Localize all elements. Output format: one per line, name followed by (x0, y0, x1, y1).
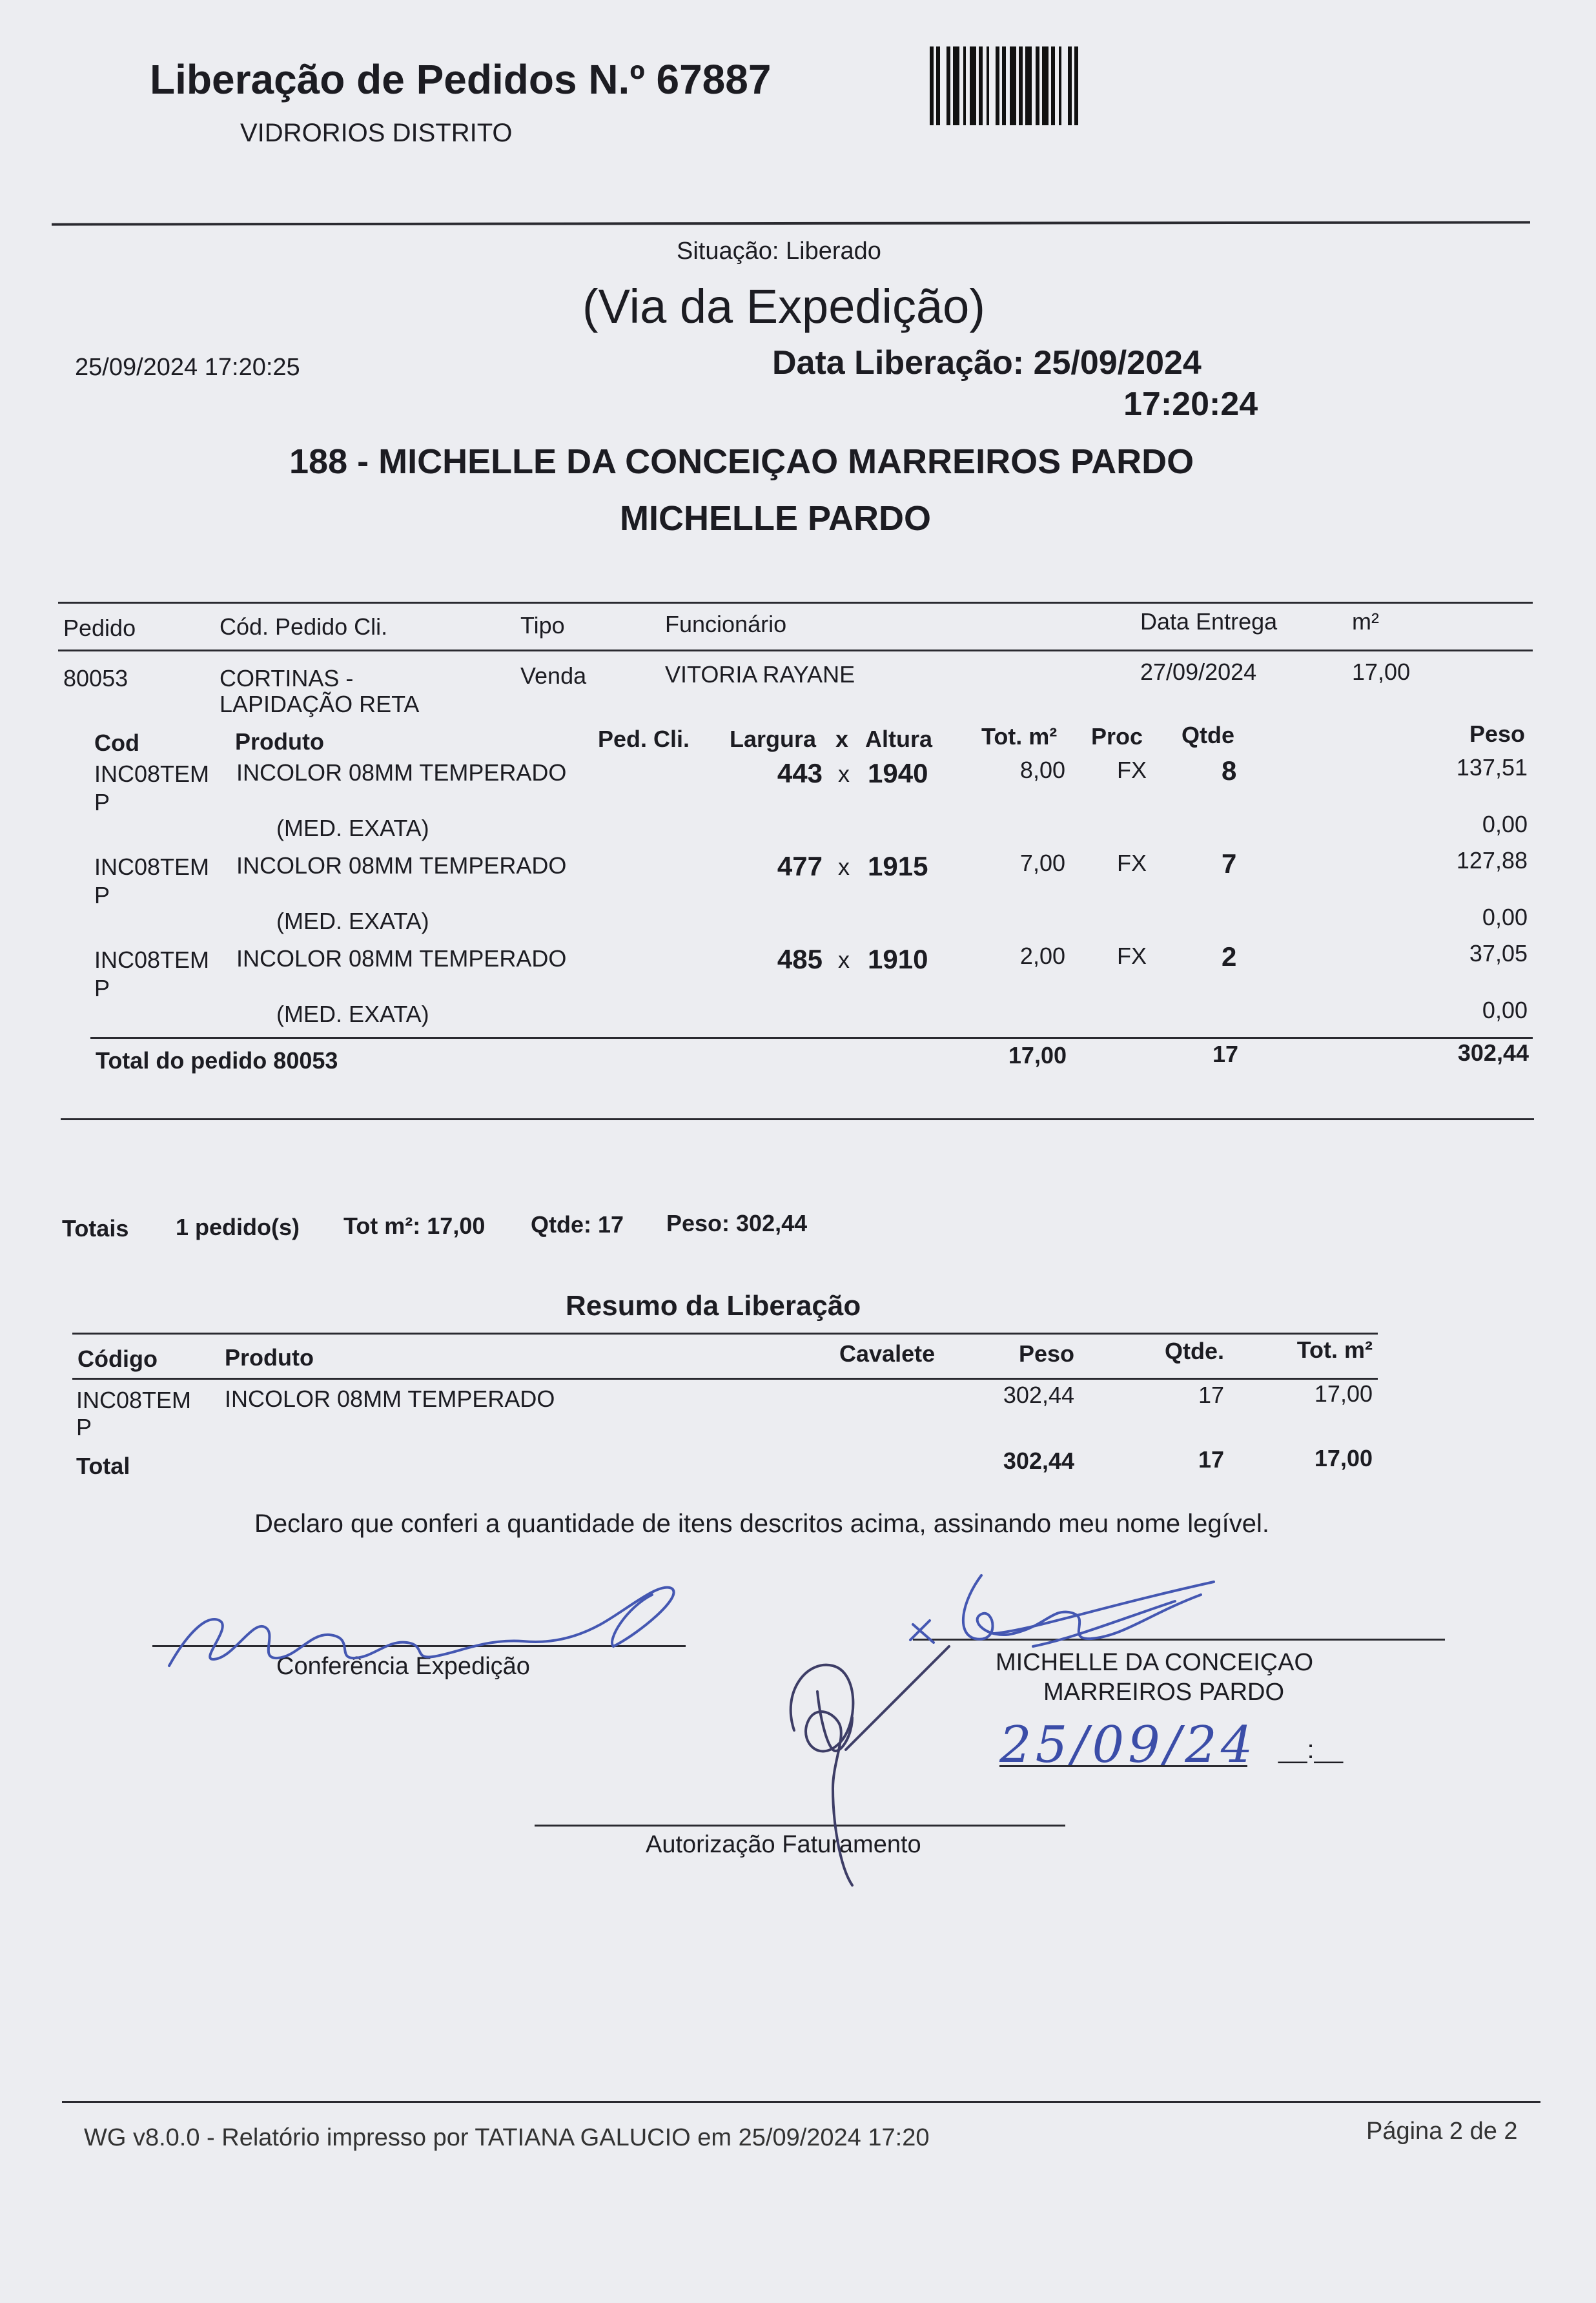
summary-col-tot-m2: Tot. m² (1296, 1336, 1373, 1363)
col-pedido: Pedido (63, 615, 136, 641)
col-data-entrega: Data Entrega (1140, 608, 1278, 635)
item-peso: 127,88 (1456, 847, 1528, 874)
barcode-bar (1074, 46, 1078, 125)
order-total-qtde: 17 (1212, 1041, 1239, 1067)
barcode-bar (970, 46, 976, 125)
order-total-line (90, 1037, 1533, 1039)
handwritten-date: 25/09/24 (999, 1716, 1257, 1774)
item-col-altura: Altura (865, 726, 933, 752)
status-text: Situação: Liberado (677, 238, 881, 265)
totals-pedidos: 1 pedido(s) (176, 1214, 300, 1240)
summary-top-line (72, 1333, 1378, 1335)
item-col-ped-cli: Ped. Cli. (598, 726, 690, 752)
item-x: x (838, 761, 850, 787)
col-tipo: Tipo (520, 612, 565, 639)
item-peso-note: 0,00 (1482, 811, 1528, 837)
col-cod-pedido-cli: Cód. Pedido Cli. (220, 613, 388, 640)
summary-total-label: Total (76, 1453, 130, 1479)
client-name: 188 - MICHELLE DA CONCEIÇAO MARREIROS PARDO (289, 442, 1194, 481)
signature-label-conferencia: Conferência Expedição (276, 1653, 530, 1680)
footer-page-number: Página 2 de 2 (1366, 2118, 1518, 2145)
document-title: Liberação de Pedidos N.º 67887 (150, 56, 772, 103)
summary-tot-m2: 17,00 (1314, 1380, 1373, 1407)
item-col-proc: Proc (1091, 723, 1143, 750)
summary-codigo: INC08TEM (76, 1387, 192, 1413)
declaration-text: Declaro que conferi a quantidade de itens descritos acima, assinando meu nome legível. (254, 1510, 1270, 1538)
item-largura: 477 (777, 851, 823, 881)
company-name: VIDRORIOS DISTRITO (240, 119, 513, 147)
summary-col-qtde: Qtde. (1164, 1338, 1224, 1364)
item-cod-line2: P (94, 789, 110, 815)
item-largura: 485 (777, 944, 823, 974)
item-peso: 37,05 (1469, 940, 1528, 967)
totals-qtde: Qtde: 17 (531, 1211, 624, 1238)
totals-label: Totais (62, 1215, 129, 1242)
header-divider (52, 221, 1530, 225)
order-cod-pedido-cli-line2: LAPIDAÇÃO RETA (220, 691, 420, 717)
totals-peso: Peso: 302,44 (666, 1210, 808, 1236)
order-table-top-line (58, 602, 1533, 604)
item-x: x (838, 854, 850, 880)
item-note: (MED. EXATA) (276, 1001, 429, 1027)
signature-client-name-line2: MARREIROS PARDO (1043, 1679, 1285, 1706)
item-col-x: x (835, 726, 849, 752)
via-label: (Via da Expedição) (582, 280, 985, 333)
item-peso: 137,51 (1456, 754, 1528, 781)
summary-col-codigo: Código (77, 1346, 158, 1372)
summary-qtde: 17 (1198, 1382, 1224, 1408)
item-qtde: 8 (1222, 755, 1237, 786)
item-col-qtde: Qtde (1182, 722, 1235, 748)
summary-codigo-line2: P (76, 1414, 92, 1440)
item-cod: INC08TEM (94, 947, 210, 973)
client-short-name: MICHELLE PARDO (620, 499, 931, 538)
order-table-header-line (58, 650, 1533, 651)
footer-print-info: WG v8.0.0 - Relatório impresso por TATIANA GALUCIO em 25/09/2024 17:20 (84, 2124, 930, 2151)
totals-m2: Tot m²: 17,00 (343, 1213, 486, 1239)
order-m2: 17,00 (1352, 659, 1411, 685)
printed-datetime: 25/09/2024 17:20:25 (75, 354, 300, 381)
summary-col-peso: Peso (1018, 1340, 1074, 1367)
item-cod: INC08TEM (94, 854, 210, 880)
order-funcionario: VITORIA RAYANE (665, 661, 855, 688)
summary-peso: 302,44 (1003, 1382, 1074, 1408)
item-col-cod: Cod (94, 730, 139, 756)
order-data-entrega: 27/09/2024 (1140, 659, 1257, 685)
item-produto: INCOLOR 08MM TEMPERADO (236, 945, 567, 972)
order-total-m2: 17,00 (1008, 1042, 1067, 1069)
order-tipo: Venda (520, 662, 587, 689)
col-m2: m² (1352, 608, 1379, 635)
footer-divider (62, 2101, 1540, 2103)
item-qtde: 2 (1222, 941, 1237, 972)
item-largura: 443 (777, 758, 823, 788)
item-col-peso: Peso (1469, 721, 1526, 747)
barcode-bar (989, 46, 996, 125)
item-peso-note: 0,00 (1482, 904, 1528, 930)
item-proc: FX (1117, 943, 1147, 969)
item-x: x (838, 947, 850, 973)
signature-client-name: MICHELLE DA CONCEIÇAO (996, 1649, 1313, 1676)
item-tot-m2: 8,00 (1019, 757, 1065, 783)
item-note: (MED. EXATA) (276, 908, 429, 934)
signature-client (904, 1562, 1227, 1666)
item-cod-line2: P (94, 975, 110, 1001)
order-pedido: 80053 (63, 665, 128, 691)
barcode-bar (1042, 46, 1049, 125)
item-altura: 1915 (868, 851, 928, 881)
barcode-bar (1010, 46, 1016, 125)
item-col-tot-m2: Tot. m² (981, 723, 1058, 750)
order-total-label: Total do pedido 80053 (96, 1047, 338, 1074)
section-divider (61, 1118, 1534, 1120)
release-time: 17:20:24 (1123, 385, 1258, 423)
summary-title: Resumo da Liberação (566, 1290, 861, 1322)
item-col-largura: Largura (730, 726, 817, 752)
item-peso-note: 0,00 (1482, 997, 1528, 1023)
summary-col-cavalete: Cavalete (839, 1340, 936, 1367)
signature-autorizacao (755, 1653, 988, 1898)
item-tot-m2: 2,00 (1019, 943, 1065, 969)
barcode-bar (953, 46, 959, 125)
signature-conferencia (161, 1562, 691, 1679)
item-note: (MED. EXATA) (276, 815, 429, 841)
barcode (930, 46, 1188, 125)
signature-label-autorizacao: Autorização Faturamento (646, 1831, 921, 1858)
release-date: Data Liberação: 25/09/2024 (772, 344, 1202, 382)
item-proc: FX (1117, 757, 1147, 783)
item-altura: 1940 (868, 758, 928, 788)
item-altura: 1910 (868, 944, 928, 974)
order-total-peso: 302,44 (1457, 1039, 1529, 1066)
summary-total-peso: 302,44 (1003, 1448, 1074, 1474)
item-qtde: 7 (1222, 848, 1237, 879)
summary-total-qtde: 17 (1198, 1446, 1224, 1473)
barcode-bar (1025, 46, 1032, 125)
order-cod-pedido-cli: CORTINAS - (220, 665, 354, 691)
item-col-produto: Produto (235, 728, 324, 755)
summary-produto: INCOLOR 08MM TEMPERADO (225, 1386, 555, 1412)
date-underline (999, 1765, 1247, 1767)
item-cod: INC08TEM (94, 761, 210, 787)
summary-total-tot-m2: 17,00 (1314, 1445, 1373, 1471)
item-proc: FX (1117, 850, 1147, 876)
item-produto: INCOLOR 08MM TEMPERADO (236, 852, 567, 879)
summary-col-produto: Produto (225, 1344, 314, 1371)
item-tot-m2: 7,00 (1019, 850, 1065, 876)
item-cod-line2: P (94, 882, 110, 908)
col-funcionario: Funcionário (665, 611, 787, 637)
time-blank: __:__ (1278, 1735, 1344, 1764)
summary-header-line (72, 1378, 1378, 1380)
barcode-bar (1061, 46, 1068, 125)
barcode-bar (940, 46, 946, 125)
item-produto: INCOLOR 08MM TEMPERADO (236, 759, 567, 786)
